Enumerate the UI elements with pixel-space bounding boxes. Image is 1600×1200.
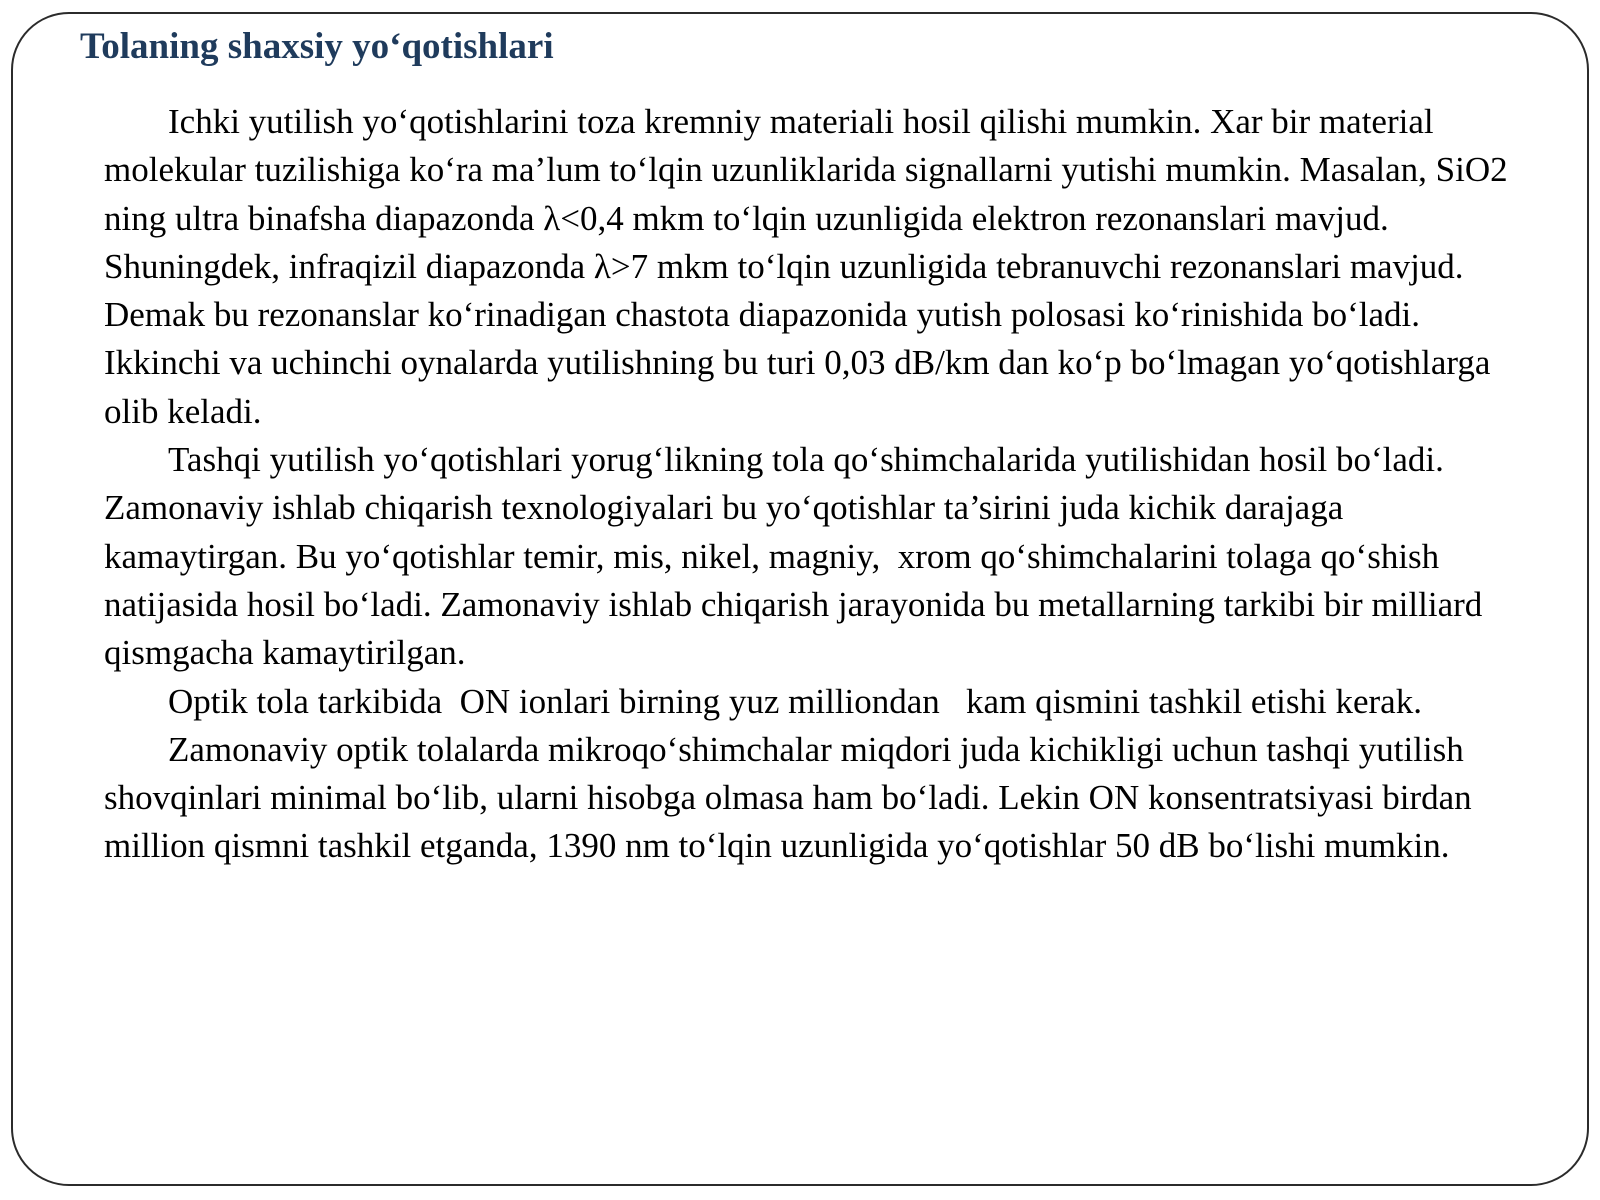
- slide-body: [104, 98, 1517, 871]
- paragraph-external-absorption: Tashqi yutilish yo‘qotishlari yorug‘likning tola qo‘shimchalarida yutilishidan hosil bo‘ladi. Zamonaviy ishlab chiqarish texnologiyalari bu yo‘qotishlar ta’sirini juda kichik darajaga kamaytirgan. Bu yo‘qotishlar temir, mis, nikel, magniy, xrom qo‘shimchalarini tolaga qo‘shish natijasida hosil bo‘ladi. Zamonaviy ishlab chiqarish jarayonida bu metallarning tarkibi bir milliard qismgacha kamaytirilgan.: [104, 440, 1492, 673]
- paragraph-oh-ions: Optik tola tarkibida ON ionlari birning yuz milliondan kam qismini tashkil etishi kerak.: [168, 681, 1422, 721]
- paragraph-internal-absorption: Ichki yutilish yo‘qotishlarini toza kremniy materiali hosil qilishi mumkin. Xar bir material molekular tuzilishiga ko‘ra ma’lum to‘lqin uzunliklarida signallarni yutishi mumkin. Masalan, SiO2 ning ultra binafsha diapazonda λ<0,4 mkm to‘lqin uzunligida elektron rezonanslari mavjud. Shuningdek, infraqizil diapazonda λ>7 mkm to‘lqin uzunligida tebranuvchi rezonanslari mavjud. Demak bu rezonanslar ko‘rinadigan chastota diapazonida yutish polosasi ko‘rinishida bo‘ladi. Ikkinchi va uchinchi oynalarda yutilishning bu turi 0,03 dB/km dan ko‘p bo‘lmagan yo‘qotishlarga olib keladi.: [104, 102, 1517, 431]
- paragraph-microimpurities: Zamonaviy optik tolalarda mikroqo‘shimchalar miqdori juda kichikligi uchun tashqi yutilish shovqinlari minimal bo‘lib, ularni hisobga olmasa ham bo‘ladi. Lekin ON konsentratsiyasi birdan million qismni tashkil etganda, 1390 nm to‘lqin uzunligida yo‘qotishlar 50 dB bo‘lishi mumkin.: [104, 729, 1481, 866]
- slide-title: Tolaning shaxsiy yo‘qotishlari: [80, 26, 554, 67]
